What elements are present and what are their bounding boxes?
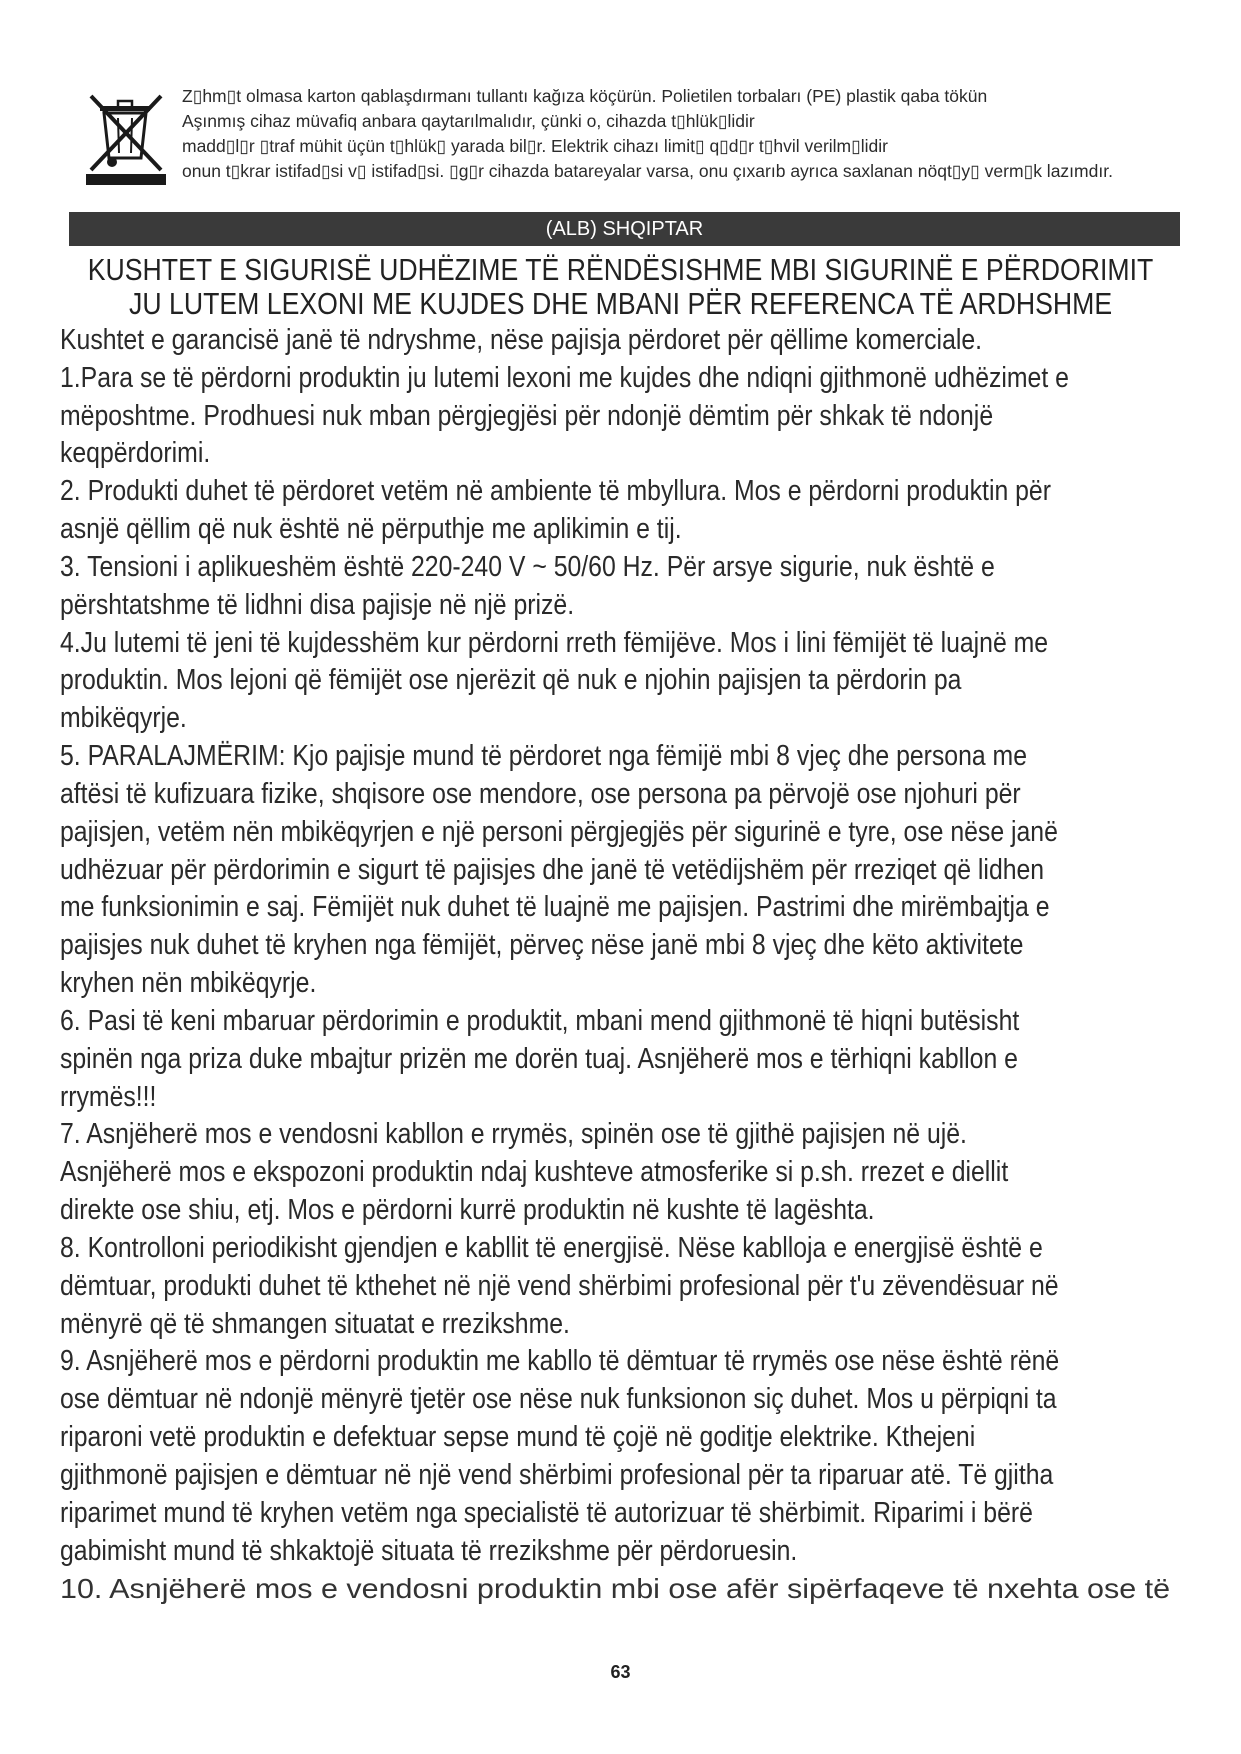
body-line: 10. Asnjëherë mos e vendosni produktin mbi ose afër sipërfaqeve të nxehta ose të — [60, 1573, 1171, 1605]
body-row — [60, 1079, 1190, 1117]
body-row — [60, 1116, 1190, 1154]
body-row — [60, 1381, 1190, 1419]
paragraph-4 — [60, 625, 1190, 738]
body-line: 2. Produkti duhet të përdoret vetëm në ambiente të mbyllura. Mos e përdorni produktin për — [60, 475, 1051, 508]
body-row — [60, 398, 1190, 436]
paragraph-6 — [60, 1003, 1190, 1116]
body-line: kryhen nën mbikëqyrje. — [60, 967, 317, 1000]
page-number: 63 — [610, 1662, 631, 1682]
paragraph-2 — [60, 473, 1190, 549]
body-line: me funksionimin e saj. Fëmijët nuk duhet të luajnë me pajisjen. Pastrimi dhe mirëmbajtja e — [60, 891, 1050, 924]
body-line: keqpërdorimi. — [60, 437, 211, 470]
body-row — [60, 889, 1190, 927]
paragraph-5 — [60, 738, 1190, 1003]
title-line-1: KUSHTET E SIGURISË UDHËZIME TË RËNDËSISHME MBI SIGURINË E PËRDORIMIT — [87, 252, 1154, 287]
body-row — [60, 1192, 1190, 1230]
body-row — [60, 360, 1190, 398]
body-line: 8. Kontrolloni periodikisht gjendjen e kabllit të energjisë. Nëse kablloja e energjisë është e — [60, 1231, 1043, 1264]
body-line: rrymës!!! — [60, 1080, 157, 1113]
body-row — [60, 965, 1190, 1003]
body-row — [60, 1533, 1190, 1571]
body-row — [60, 1268, 1190, 1306]
body-row — [60, 435, 1190, 473]
bin-handle — [118, 101, 132, 106]
language-section-label: (ALB) SHQIPTAR — [545, 218, 704, 240]
body-row — [60, 625, 1190, 663]
body-line: Kushtet e garancisë janë të ndryshme, nëse pajisja përdoret për qëllime komerciale. — [60, 324, 983, 356]
body-line: 6. Pasi të keni mbaruar përdorimin e produktit, mbani mend gjithmonë të hiqni butësisht — [60, 1004, 1020, 1037]
body-row — [60, 1343, 1190, 1381]
body-row — [60, 587, 1190, 625]
body-line: ose dëmtuar në ndonjë mënyrë tjetër ose nëse nuk funksionon siç duhet. Mos u përpiqni ta — [60, 1383, 1057, 1416]
body-row — [60, 1154, 1190, 1192]
body-line: përshtatshme të lidhni disa pajisje në një prizë. — [60, 588, 575, 621]
body-row — [60, 1003, 1190, 1041]
body-line: mëposhtme. Prodhuesi nuk mban përgjegjësi për ndonjë dëmtim për shkak të ndonjë — [60, 399, 994, 432]
body-row — [60, 1041, 1190, 1079]
body-row — [60, 1457, 1190, 1495]
body-row — [60, 776, 1190, 814]
body-row — [60, 927, 1190, 965]
bin-lid — [100, 106, 150, 111]
paragraph-10 — [60, 1570, 1190, 1608]
body-row — [60, 662, 1190, 700]
disposal-bar — [86, 174, 166, 185]
disposal-notice-row — [182, 84, 1113, 109]
body-line: mënyrë që të shmangen situatat e rrezikshme. — [60, 1307, 570, 1340]
body-row — [60, 511, 1190, 549]
body-line: direkte ose shiu, etj. Mos e përdorni kurrë produktin në kushte të lagështa. — [60, 1194, 875, 1227]
body-line: dëmtuar, produkti duhet të kthehet në një vend shërbimi profesional për t'u zëvendësuar në — [60, 1269, 1059, 1302]
body-line: Asnjëherë mos e ekspozoni produktin ndaj kushteve atmosferike si p.sh. rrezet e diellit — [60, 1156, 1009, 1189]
body-line: gjithmonë pajisjen e dëmtuar në një vend shërbimi profesional për ta riparuar atë. Të gjitha — [60, 1458, 1054, 1491]
paragraph-8 — [60, 1230, 1190, 1343]
disposal-notice-row — [182, 159, 1113, 184]
body-line: pajisjen, vetëm nën mbikëqyrjen e një personi përgjegjës për sigurinë e tyre, ose nëse janë — [60, 815, 1058, 848]
disposal-notice-line: madd▯l▯r ▯traf mühit üçün t▯hlük▯ yarada bil▯r. Elektrik cihazı limit▯ q▯d▯r t▯hvil verilm▯lidir — [182, 135, 888, 156]
body-line: aftësi të kufizuara fizike, shqisore ose mendore, ose persona pa përvojë ose njohuri për — [60, 777, 1021, 810]
body-line: riparoni vetë produktin e defektuar sepse mund të çojë në goditje elektrike. Kthejeni — [60, 1421, 976, 1454]
crossed-out-wheelie-bin-icon — [85, 86, 167, 186]
body-line: spinën nga priza duke mbajtur prizën me dorën tuaj. Asnjëherë mos e tërhiqni kabllon e — [60, 1042, 1018, 1075]
body-line: udhëzuar për përdorimin e sigurt të pajisjes dhe janë të vetëdijshëm për rreziqet që lidhen — [60, 853, 1045, 886]
body-row — [60, 473, 1190, 511]
body-row — [60, 1570, 1190, 1608]
bin-wheel — [107, 157, 117, 167]
disposal-notice — [182, 84, 1113, 184]
body-line: 7. Asnjëherë mos e vendosni kabllon e rrymës, spinën ose të gjithë pajisjen në ujë. — [60, 1118, 967, 1151]
disposal-notice-row — [182, 109, 1113, 134]
body-row — [60, 1230, 1190, 1268]
body-line: riparimet mund të kryhen vetëm nga specialistë të autorizuar të shërbimit. Riparimi i bërë — [60, 1496, 1033, 1529]
body-line: pajisjes nuk duhet të kryhen nga fëmijët, përveç nëse janë mbi 8 vjeç dhe këto aktivitete — [60, 929, 1024, 962]
body-row — [60, 700, 1190, 738]
body-line: 3. Tensioni i aplikueshëm është 220-240 V ~ 50/60 Hz. Për arsye sigurie, nuk është e — [60, 550, 995, 583]
disposal-notice-line: Aşınmış cihaz müvafiq anbara qaytarılmalıdır, çünki o, cihazda t▯hlük▯lidir — [182, 110, 755, 131]
body-line: 9. Asnjëherë mos e përdorni produktin me kabllo të dëmtuar të rrymës ose nëse është rënë — [60, 1345, 1060, 1378]
paragraph-intro — [60, 322, 1190, 360]
title-line-2: JU LUTEM LEXONI ME KUJDES DHE MBANI PËR REFERENCA TË ARDHSHME — [128, 286, 1113, 321]
body-line: 1.Para se të përdorni produktin ju lutemi lexoni me kujdes dhe ndiqni gjithmonë udhëzimet e — [60, 361, 1069, 394]
body-row — [60, 1306, 1190, 1344]
disposal-notice-line: Z▯hm▯t olmasa karton qablaşdırmanı tullantı kağıza köçürün. Polietilen torbaları (PE) plastik qaba tökün — [182, 86, 988, 106]
disposal-notice-line: onun t▯krar istifad▯si v▯ istifad▯si. ▯g▯r cihazda batareyalar varsa, onu çıxarıb ayrıca saxlanan nöqt▯y▯ verm▯k lazımdır. — [182, 160, 1113, 181]
body-row — [60, 1419, 1190, 1457]
title-row — [0, 253, 1241, 287]
body-row — [60, 1495, 1190, 1533]
body-row — [60, 852, 1190, 890]
language-section-header — [69, 212, 1180, 246]
body-line: gabimisht mund të shkaktojë situata të rrezikshme për përdoruesin. — [60, 1534, 798, 1567]
safety-instructions — [60, 322, 1190, 1608]
bin-rib — [131, 118, 132, 153]
paragraph-3 — [60, 549, 1190, 625]
body-line: mbikëqyrje. — [60, 702, 187, 735]
paragraph-9 — [60, 1343, 1190, 1570]
body-row — [60, 322, 1190, 360]
body-line: asnjë qëllim që nuk është në përputhje me aplikimin e tij. — [60, 513, 682, 546]
page-title — [0, 253, 1241, 321]
body-line: 4.Ju lutemi të jeni të kujdesshëm kur përdorni rreth fëmijëve. Mos i lini fëmijët të luajnë me — [60, 626, 1049, 659]
paragraph-1 — [60, 360, 1190, 473]
body-line: produktin. Mos lejoni që fëmijët ose njerëzit që nuk e njohin pajisjen ta përdorin pa — [60, 664, 962, 697]
body-row — [60, 814, 1190, 852]
title-row — [0, 287, 1241, 321]
body-row — [60, 549, 1190, 587]
body-row — [60, 738, 1190, 776]
disposal-notice-row — [182, 134, 1113, 159]
body-line: 5. PARALAJMËRIM: Kjo pajisje mund të përdoret nga fëmijë mbi 8 vjeç dhe persona me — [60, 740, 1028, 773]
paragraph-7 — [60, 1116, 1190, 1229]
